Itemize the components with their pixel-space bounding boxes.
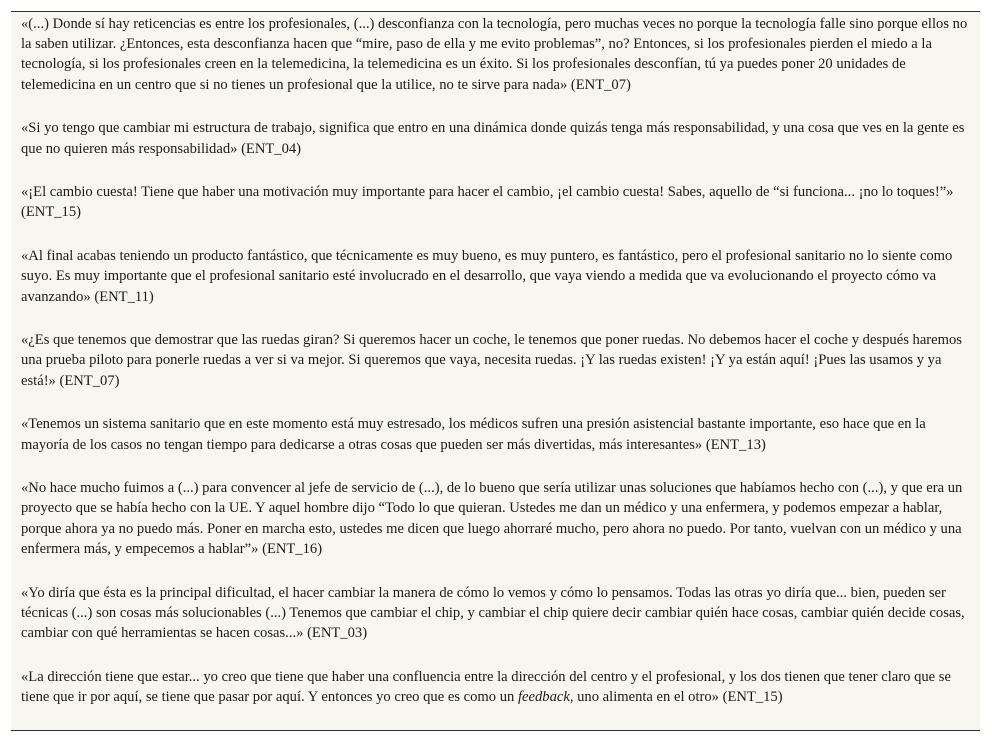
quote-ent15-b — [21, 667, 972, 707]
quote-ent15-b-part1: «La dirección tiene que estar... yo creo que tiene que haber una confluencia entre la dirección del centro y el profesional, y los dos tienen que tener claro que se tiene que ir por aquí, se tiene que pasar por aquí. Y entonces yo creo que es como un — [21, 668, 951, 705]
quote-ent03: «Yo diría que ésta es la principal dificultad, el hacer cambiar la manera de cómo lo vemos y cómo lo pensamos. Todas las otras yo diría que... bien, pueden ser técnicas (...) son cosas más solucionables (...) Tenemos que cambiar el chip, y cambiar el chip quiere decir cambiar quién hace cosas, cambiar quién decide cosas, cambiar con qué herramientas se hacen cosas...» (ENT_03) — [21, 584, 965, 641]
quote-ent04: «Si yo tengo que cambiar mi estructura de trabajo, significa que entro en una dinámica donde quizás tenga más responsabilidad, y una cosa que ves en la gente es que no quieren más responsabilidad» (ENT_04) — [21, 120, 965, 157]
quote-ent07-b: «¿Es que tenemos que demostrar que las ruedas giran? Si queremos hacer un coche, le tenemos que poner ruedas. No debemos hacer el coche y después haremos una prueba piloto para ponerle ruedas a ver si va mejor. Si queremos que vaya, necesita ruedas. ¡Y las ruedas existen! ¡Y ya están aquí! ¡Pues las usamos y ya está!» (ENT_07) — [21, 332, 962, 389]
quote-ent13: «Tenemos un sistema sanitario que en este momento está muy estresado, los médicos sufren una presión asistencial bastante importante, eso hace que en la mayoría de los casos no tengan tiempo para dedicarse a otras cosas que pueden ser más divertidas, más interesantes» (ENT_13) — [21, 416, 926, 453]
quote-ent16: «No hace mucho fuimos a (...) para convencer al jefe de servicio de (...), de lo bueno que sería utilizar unas soluciones que habíamos hecho con (...), y que era un proyecto que se había hecho con la UE. Y aquel hombre dijo “Todo lo que quieran. Ustedes me dan un médico y una enfermera, y podemos empezar a hablar, porque ahora ya no puedo más. Poner en marcha esto, ustedes me dicen que luego ahorraré mucho, pero ahora no puedo. Por tanto, vuelvan con un médico y una enfermera más, y empecemos a hablar”» (ENT_16) — [21, 480, 963, 557]
quote-ent11: «Al final acabas teniendo un producto fantástico, que técnicamente es muy bueno, es muy puntero, es fantástico, pero el profesional sanitario no lo siente como suyo. Es muy importante que el profesional sanitario esté involucrado en el desarrollo, que vaya viendo a medida que va evolucionando el proyecto cómo va avanzando» (ENT_11) — [21, 248, 953, 305]
quotes-table — [11, 11, 980, 731]
quote-ent15-a: «¡El cambio cuesta! Tiene que haber una motivación muy importante para hacer el cambio, ¡el cambio cuesta! Sabes, aquello de “si funciona... ¡no lo toques!”» (ENT_15) — [21, 184, 954, 221]
quote-ent15-b-italic: feedback — [517, 688, 570, 705]
quote-ent15-b-part2: , uno alimenta en el otro» (ENT_15) — [569, 688, 783, 705]
quote-ent07-a: «(...) Donde sí hay reticencias es entre los profesionales, (...) desconfianza con la tecnología, pero muchas veces no porque la tecnología falle sino porque ellos no la saben utilizar. ¿Entonces, esta desconfianza hacen que “mire, paso de ella y me evito problemas”, no? Entonces, si los profesionales pierden el miedo a la tecnología, si los profesionales creen en la telemedicina, la telemedicina es un éxito. Si los profesionales desconfían, tú ya puedes poner 20 unidades de telemedicina en un centro que si no tienes un profesional que la utilice, no te sirve para nada» (ENT_07) — [21, 16, 968, 93]
